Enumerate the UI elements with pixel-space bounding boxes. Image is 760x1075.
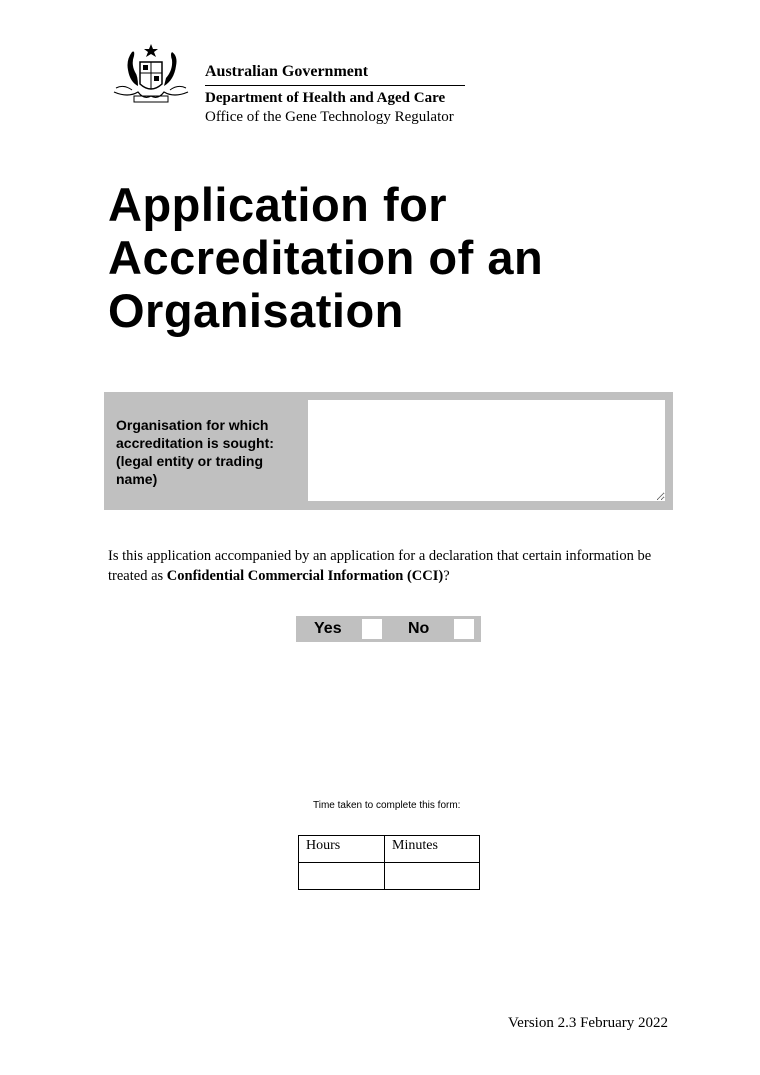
minutes-input[interactable] xyxy=(385,863,480,890)
version-label: Version 2.3 February 2022 xyxy=(508,1015,668,1031)
coat-of-arms-crest xyxy=(104,42,198,114)
organisation-label-line-4: name) xyxy=(116,471,158,487)
hours-input[interactable] xyxy=(299,863,385,890)
cci-question-text: Is this application accompanied by an application for a declaration that certain information be treated as xyxy=(108,548,652,584)
organisation-label xyxy=(116,416,296,488)
cci-yes-no-group xyxy=(296,616,481,642)
hours-header: Hours xyxy=(299,836,385,863)
title-line-1: Application for xyxy=(108,178,448,231)
cci-question-bold: Confidential Commercial Information (CCI) xyxy=(166,568,444,584)
office-name: Office of the Gene Technology Regulator xyxy=(205,109,454,125)
organisation-label-line-2: accreditation is sought: xyxy=(116,435,274,451)
government-name: Australian Government xyxy=(205,62,465,86)
organisation-label-line-1: Organisation for which xyxy=(116,417,269,433)
organisation-section xyxy=(104,392,673,510)
page-title xyxy=(108,178,668,337)
no-checkbox[interactable] xyxy=(454,619,474,639)
cci-question-suffix: ? xyxy=(443,568,450,584)
title-line-2: Accreditation of an xyxy=(108,231,544,284)
organisation-name-input[interactable] xyxy=(308,400,665,501)
time-taken-table xyxy=(298,835,480,890)
minutes-header: Minutes xyxy=(385,836,480,863)
organisation-label-line-3: (legal entity or trading xyxy=(116,453,264,469)
department-name: Department of Health and Aged Care xyxy=(205,90,446,106)
yes-label: Yes xyxy=(314,620,342,637)
title-line-3: Organisation xyxy=(108,284,404,337)
yes-checkbox[interactable] xyxy=(362,619,382,639)
time-taken-caption: Time taken to complete this form: xyxy=(313,800,461,811)
header-block xyxy=(205,62,465,127)
cci-question xyxy=(108,546,688,586)
no-label: No xyxy=(408,620,430,637)
